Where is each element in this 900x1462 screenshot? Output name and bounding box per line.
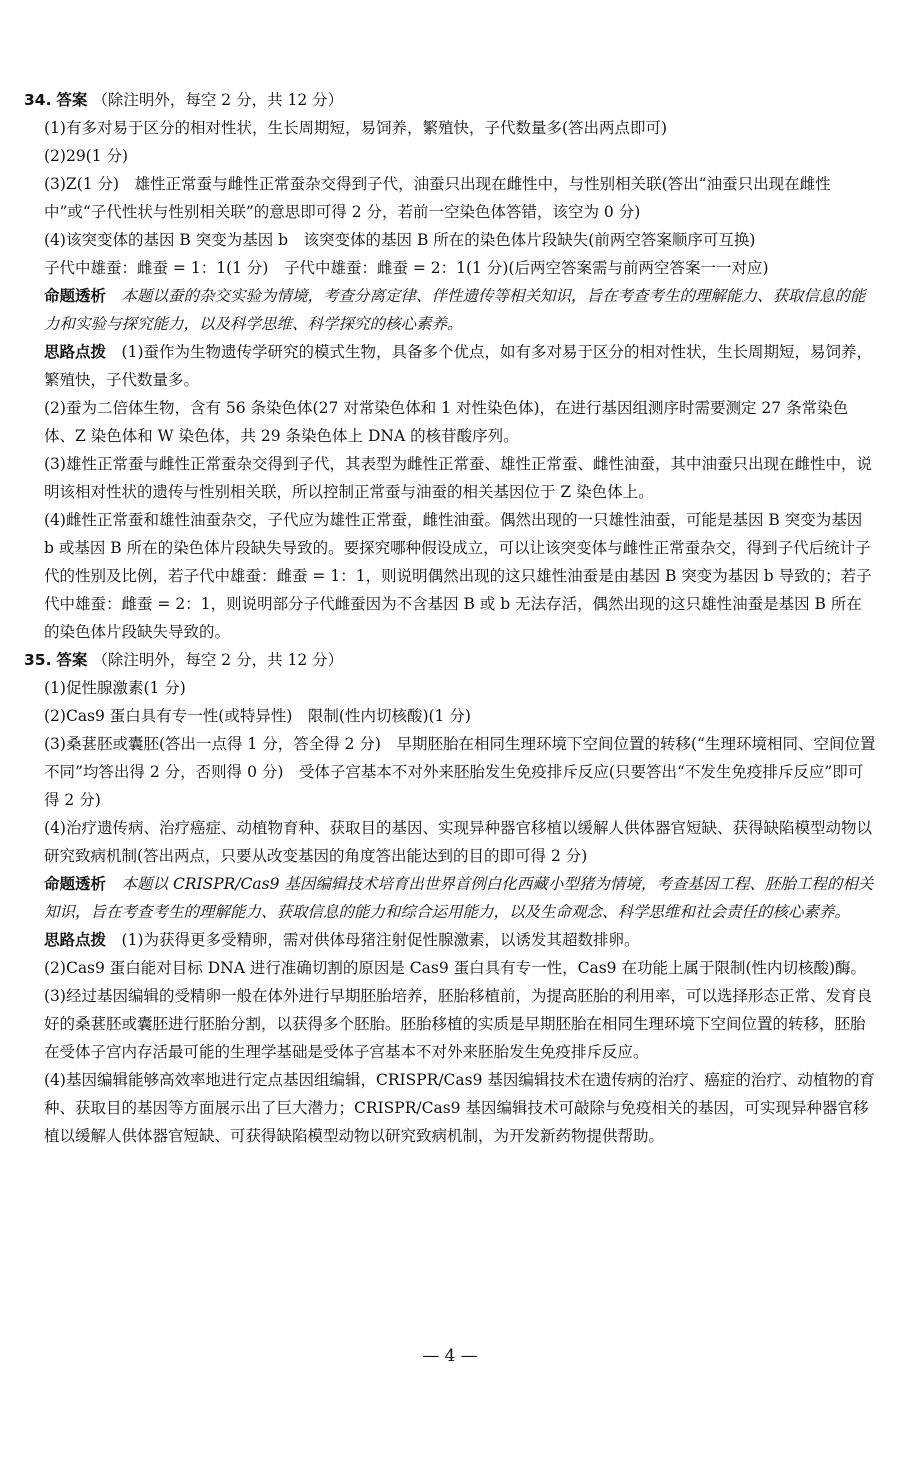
analysis-text: 本题以蚕的杂交实验为情境，考查分离定律、伴性遗传等相关知识，旨在考查考生的理解能力、获取信息的能力和实验与探究能力，以及科学思维、科学探究的核心素养。 [44, 287, 866, 333]
score-note: （除注明外，每空 2 分，共 12 分） [92, 91, 344, 109]
question-header [24, 86, 876, 114]
answer-line: 子代中雄蚕：雌蚕 = 1：1(1 分) 子代中雄蚕：雌蚕 = 2：1(1 分)(后两空答案需与前两空答案一一对应) [44, 259, 769, 277]
hint-paragraph: (4)雌性正常蚕和雄性油蚕杂交，子代应为雄性正常蚕，雌性油蚕。偶然出现的一只雄性油蚕，可能是基因 B 突变为基因 b 或基因 B 所在的染色体片段缺失导致的。要探究哪种假设成立，可以让该突变体与雌性正常蚕杂交，得到子代后统计子代的性别及比例，若子代中雄蚕：雌蚕 = 1：1，则说明偶然出现的这只雄性油蚕是由基因 B 突变为基因 b 导致的；若子代中雄蚕：雌蚕 = 2：1，则说明部分子代雌蚕因为不含基因 B 或 b 无法存活，偶然出现的这只雄性油蚕是基因 B 所在的染色体片段缺失导致的。 [44, 511, 872, 641]
hint-label: 思路点拨 [44, 931, 107, 949]
answer-line: (4)该突变体的基因 B 突变为基因 b 该突变体的基因 B 所在的染色体片段缺失(前两空答案顺序可互换) [44, 231, 756, 249]
analysis-label: 命题透析 [44, 287, 107, 305]
analysis-text: 本题以 CRISPR/Cas9 基因编辑技术培育出世界首例白化西藏小型猪为情境，考查基因工程、胚胎工程的相关知识，旨在考查考生的理解能力、获取信息的能力和综合运用能力，以及生命观念、科学思维和社会责任的核心素养。 [44, 875, 874, 921]
answer-line: (2)29(1 分) [44, 147, 129, 165]
analysis-label: 命题透析 [44, 875, 107, 893]
answer-line: (4)治疗遗传病、治疗癌症、动植物育种、获取目的基因、实现异种器官移植以缓解人供体器官短缺、获得缺陷模型动物以研究致病机制(答出两点，只要从改变基因的角度答出能达到的目的即可得 2 分) [44, 819, 872, 865]
hint-paragraph: (2)蚕为二倍体生物，含有 56 条染色体(27 对常染色体和 1 对性染色体)，在进行基因组测序时需要测定 27 条常染色体、Z 染色体和 W 染色体，共 29 条染色体上 DNA 的核苷酸序列。 [44, 399, 849, 445]
hint-paragraph: (2)Cas9 蛋白能对目标 DNA 进行准确切割的原因是 Cas9 蛋白具有专一性，Cas9 在功能上属于限制(性内切核酸)酶。 [44, 959, 867, 977]
question-header [24, 646, 876, 674]
hint-paragraph [24, 338, 876, 394]
score-note: （除注明外，每空 2 分，共 12 分） [92, 651, 344, 669]
answer-line: (1)促性腺激素(1 分) [44, 679, 186, 697]
hint-label: 思路点拨 [44, 343, 107, 361]
analysis-paragraph [24, 282, 876, 338]
analysis-paragraph [24, 870, 876, 926]
answer-label: 答案 [56, 651, 88, 669]
answer-label: 答案 [56, 91, 88, 109]
answer-line: (2)Cas9 蛋白具有专一性(或特异性) 限制(性内切核酸)(1 分) [44, 707, 471, 725]
hint-paragraph: (3)经过基因编辑的受精卵一般在体外进行早期胚胎培养，胚胎移植前，为提高胚胎的利用率，可以选择形态正常、发育良好的桑葚胚或囊胚进行胚胎分割，以获得多个胚胎。胚胎移植的实质是早期胚胎在相同生理环境下空间位置的转移，胚胎在受体子宫内存活最可能的生理学基础是受体子宫基本不对外来胚胎发生免疫排斥反应。 [44, 987, 872, 1061]
hint-paragraph: (4)基因编辑能够高效率地进行定点基因组编辑，CRISPR/Cas9 基因编辑技术在遗传病的治疗、癌症的治疗、动植物的育种、获取目的基因等方面展示出了巨大潜力；CRISPR/Cas9 基因编辑技术可敲除与免疫相关的基因，可实现异种器官移植以缓解人供体器官短缺、可获得缺陷模型动物以研究致病机制，为开发新药物提供帮助。 [44, 1071, 875, 1145]
hint-paragraph: (3)雄性正常蚕与雌性正常蚕杂交得到子代，其表型为雌性正常蚕、雄性正常蚕、雌性油蚕，其中油蚕只出现在雌性中，说明该相对性状的遗传与性别相关联，所以控制正常蚕与油蚕的相关基因位于 Z 染色体上。 [44, 455, 872, 501]
hint-paragraph [24, 926, 876, 954]
question-34 [24, 86, 876, 646]
hint-text: (1)蚕作为生物遗传学研究的模式生物，具备多个优点，如有多对易于区分的相对性状，生长周期短，易饲养，繁殖快，子代数量多。 [44, 343, 872, 389]
question-number: 34. [24, 91, 52, 109]
question-number: 35. [24, 651, 52, 669]
answer-line: (3)Z(1 分) 雄性正常蚕与雌性正常蚕杂交得到子代，油蚕只出现在雌性中，与性别相关联(答出“油蚕只出现在雌性中”或“子代性状与性别相关联”的意思即可得 2 分，若前一空染色体答错，该空为 0 分) [44, 175, 831, 221]
answer-line: (3)桑葚胚或囊胚(答出一点得 1 分，答全得 2 分) 早期胚胎在相同生理环境下空间位置的转移(“生理环境相同、空间位置不同”均答出得 2 分，否则得 0 分) 受体子宫基本不对外来胚胎发生免疫排斥反应(只要答出“不发生免疫排斥反应”即可得 2 分) [44, 735, 876, 809]
answer-line: (1)有多对易于区分的相对性状，生长周期短，易饲养，繁殖快，子代数量多(答出两点即可) [44, 119, 668, 137]
page-number: — 4 — [422, 1346, 478, 1366]
question-35 [24, 646, 876, 1150]
hint-text: (1)为获得更多受精卵，需对供体母猪注射促性腺激素，以诱发其超数排卵。 [121, 931, 640, 949]
